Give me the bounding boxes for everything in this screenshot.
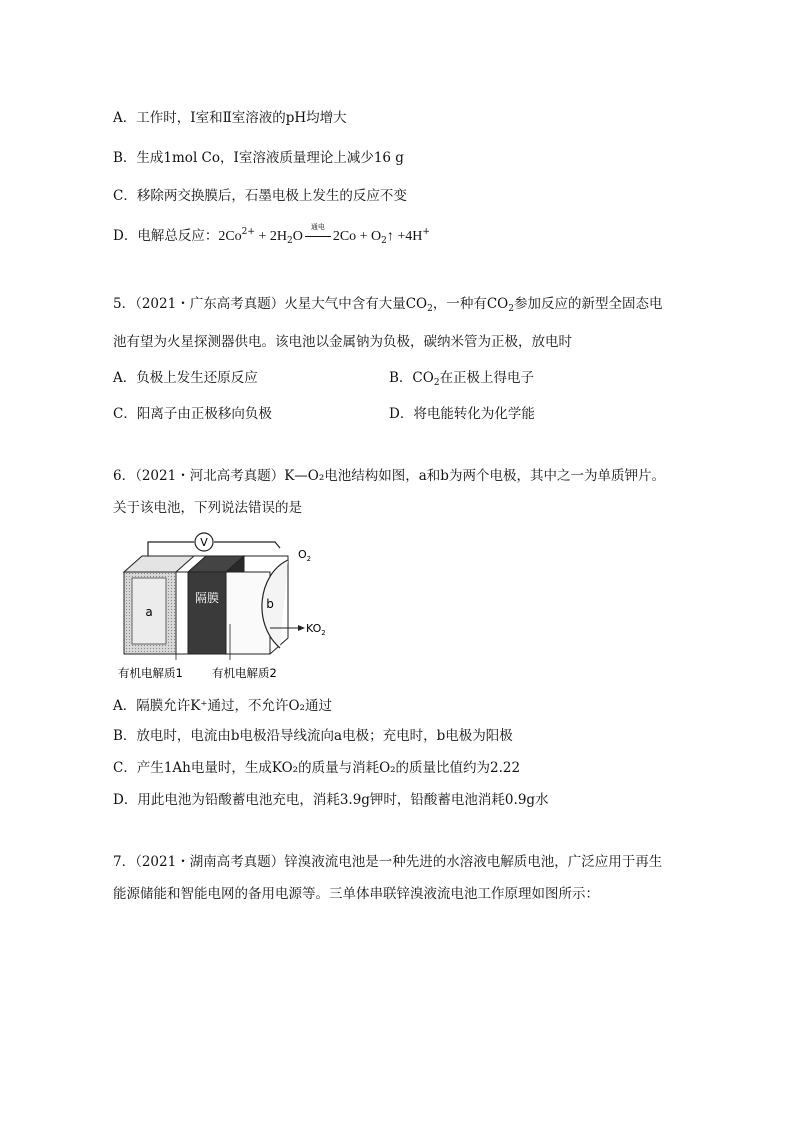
- q4-option-a: A．工作时，Ⅰ室和Ⅱ室溶液的pH均增大: [113, 110, 347, 126]
- membrane: [188, 572, 226, 654]
- q5-option-b: [389, 368, 534, 393]
- q5-stem-line1: [113, 294, 662, 319]
- q5-option-b-a: B．CO: [389, 370, 434, 386]
- electrode-b-label: b: [266, 597, 274, 611]
- q5-option-c: C．阳离子由正极移向负极: [113, 406, 272, 422]
- q4-option-d: [113, 222, 430, 251]
- q4-option-b: B．生成1mol Co，Ⅰ室溶液质量理论上减少16 g: [113, 150, 404, 166]
- q4-eq-rhs: 2Co + O: [332, 229, 382, 244]
- q6-option-c: C．产生1Ah电量时，生成KO₂的质量与消耗O₂的质量比值约为2.22: [113, 760, 521, 776]
- q5-option-b-sub: 2: [433, 378, 440, 388]
- electrolyte2-label: 有机电解质2: [212, 666, 277, 680]
- voltmeter-label: V: [200, 536, 208, 549]
- q6-option-b: B．放电时，电流由b电极沿导线流向a电极；充电时，b电极为阳极: [113, 728, 513, 744]
- membrane-label: 隔膜: [194, 591, 220, 605]
- q4-eq-lhs: 2Co: [218, 229, 242, 244]
- q5-option-a: A．负极上发生还原反应: [113, 370, 258, 386]
- q4-eq-mid-sub: 2: [286, 236, 293, 246]
- q5-stem-a: 5．（2021・广东高考真题）火星大气中含有大量CO: [113, 296, 428, 312]
- q4-eq-lhs-sup: 2+: [241, 227, 255, 237]
- q5-option-d: D．将电能转化为化学能: [389, 406, 535, 422]
- q6-stem-line1: 6．（2021・河北高考真题）K—O₂电池结构如图，a和b为两个电极，其中之一为单质钾片。: [113, 468, 665, 484]
- q4-eq-rhs-sup: +: [422, 227, 430, 237]
- q6-option-d: D．用此电池为铅酸蓄电池充电，消耗3.9g钾时，铅酸蓄电池消耗0.9g水: [113, 792, 549, 808]
- q4-eq-arrow: [303, 223, 333, 246]
- q4-eq-mid: + 2H: [254, 229, 287, 244]
- q5-stem-sub: 2: [427, 304, 433, 314]
- ko2-label: $KO_2$: [306, 622, 326, 637]
- q4-eq-condition: 通电: [310, 223, 325, 231]
- q6-stem-line2: 关于该电池，下列说法错误的是: [113, 500, 302, 516]
- q5-option-b-b: 在正极上得电子: [439, 370, 535, 386]
- o2-label: $O_2$: [298, 548, 312, 563]
- q7-stem-line2: 能源储能和智能电网的备用电源等。三单体串联锌溴液流电池工作原理如图所示：: [113, 886, 599, 902]
- q4-option-c: C．移除两交换膜后，石墨电极上发生的反应不变: [113, 188, 407, 204]
- q4-eq-rhs2: ↑ +4H: [386, 229, 423, 244]
- electrode-a-label: a: [145, 605, 153, 619]
- q5-stem-sub2: 2: [508, 304, 514, 314]
- q5-stem-c: 参加反应的新型全固态电: [513, 296, 663, 312]
- electrolyte1-label: 有机电解质1: [118, 666, 183, 680]
- q7-stem-line1: 7．（2021・湖南高考真题）锌溴液流电池是一种先进的水溶液电解质电池，广泛应用于再生: [113, 854, 663, 870]
- q6-battery-figure: [110, 524, 350, 686]
- q4-eq-rhs-sub: 2: [381, 236, 387, 246]
- q6-option-a: A．隔膜允许K⁺通过，不允许O₂通过: [113, 698, 332, 714]
- q5-stem-line2: 池有望为火星探测器供电。该电池以金属钠为负极，碳纳米管为正极，放电时: [113, 334, 572, 350]
- q4-eq-mid2: O: [292, 229, 303, 244]
- q4-option-d-prefix: D．电解总反应：: [113, 228, 219, 244]
- q5-stem-b: ，一种有CO: [432, 296, 509, 312]
